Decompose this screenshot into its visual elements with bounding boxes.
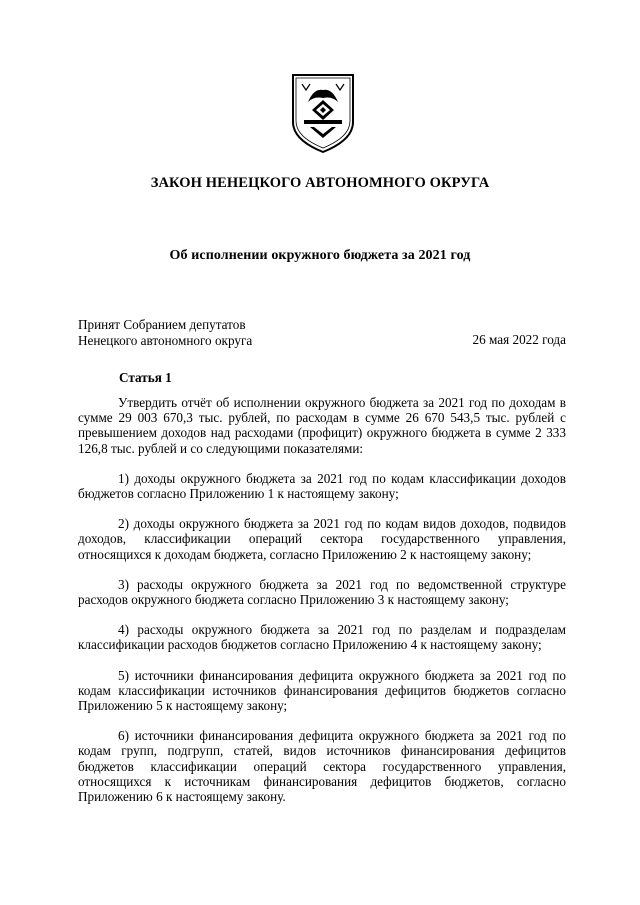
article-item-3: 3) расходы окружного бюджета за 2021 год по ведомственной структуре расходов окружного бюджета согласно Приложению 3 к настоящему закону; bbox=[78, 576, 566, 608]
article-item-1: 1) доходы окружного бюджета за 2021 год по кодам классификации доходов бюджетов согласно Приложению 1 к настоящему закону; bbox=[78, 470, 566, 502]
law-subtitle: Об исполнении окружного бюджета за 2021 год bbox=[169, 248, 471, 263]
adoption-line-1: Принят Собранием депутатов bbox=[78, 317, 246, 332]
article-body bbox=[78, 395, 566, 819]
adoption-block bbox=[78, 317, 252, 348]
article-item-4: 4) расходы окружного бюджета за 2021 год по разделам и подразделам классификации расходов бюджетов согласно Приложению 4 к настоящему закону; bbox=[78, 622, 566, 653]
article-heading: Статья 1 bbox=[119, 370, 172, 385]
coat-of-arms-icon bbox=[290, 72, 356, 154]
adoption-date: 26 мая 2022 года bbox=[472, 332, 566, 347]
law-title: ЗАКОН НЕНЕЦКОГО АВТОНОМНОГО ОКРУГА bbox=[150, 175, 490, 191]
adoption-line-2: Ненецкого автономного округа bbox=[78, 332, 253, 348]
article-item-6: 6) источники финансирования дефицита окружного бюджета за 2021 год по кодам групп, подгрупп, статей, видов источников финансирования дефицитов бюджетов классификации операций сектора государственного управления, относящихся к источникам финансирования дефицитов бюджетов, согласно Приложению 6 к настоящему закону. bbox=[78, 728, 566, 805]
article-item-2: 2) доходы окружного бюджета за 2021 год по кодам видов доходов, подвидов доходов, классификации операций сектора государственного управления, относящихся к доходам бюджета, согласно Приложению 2 к настоящему закону; bbox=[78, 516, 566, 562]
article-intro: Утвердить отчёт об исполнении окружного бюджета за 2021 год по доходам в сумме 29 003 670,3 тыс. рублей, по расходам в сумме 26 670 543,5 тыс. рублей с превышением доходов над расходами (профицит) окружного бюджета в сумме 2 333 126,8 тыс. рублей и со следующими показателями: bbox=[78, 395, 566, 456]
article-item-5: 5) источники финансирования дефицита окружного бюджета за 2021 год по кодам классификации источников финансирования дефицитов бюджетов согласно Приложению 5 к настоящему закону; bbox=[78, 667, 566, 714]
